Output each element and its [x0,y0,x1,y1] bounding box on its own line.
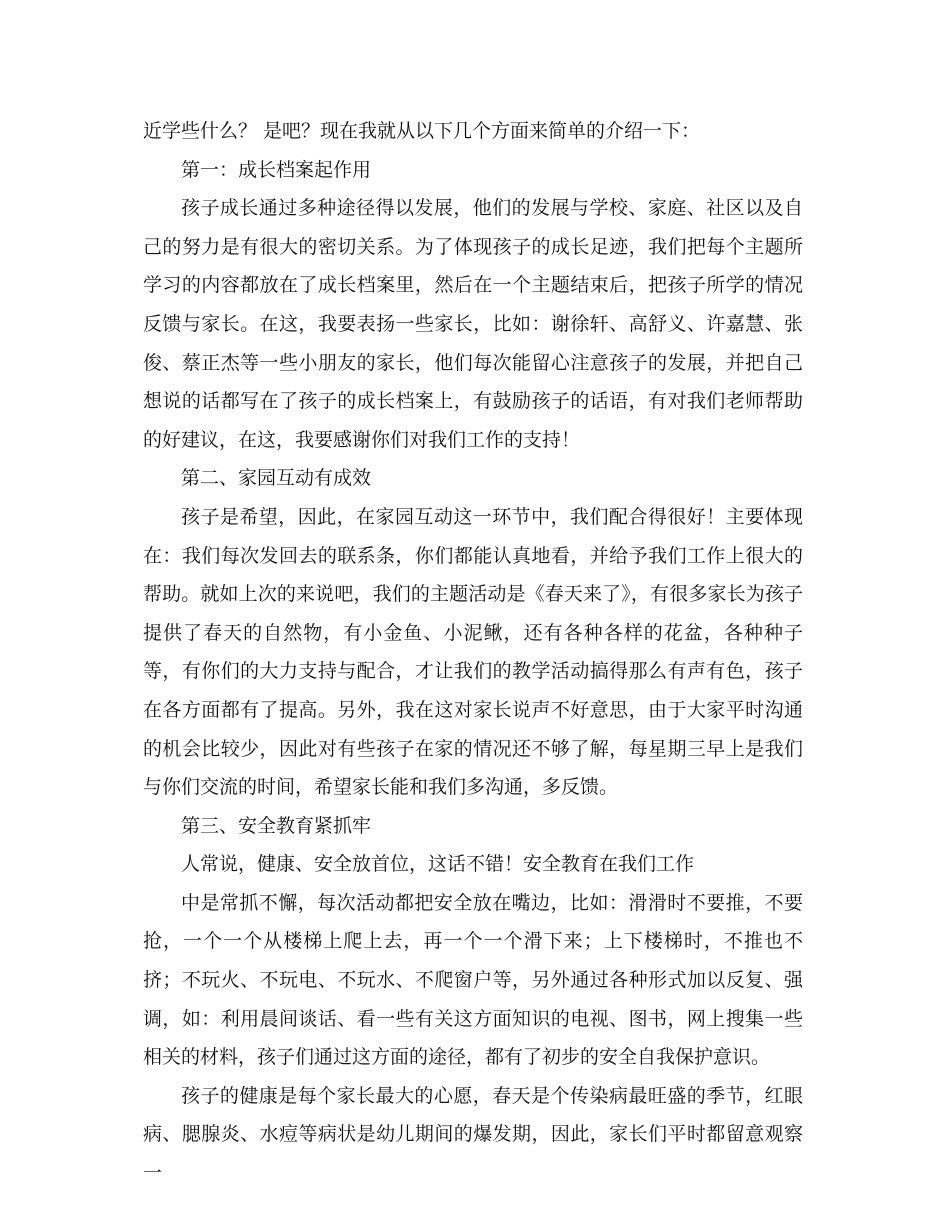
paragraph-safety-intro: 人常说，健康、安全放首位，这话不错！安全教育在我们工作 [181,853,695,876]
paragraph-intro-continuation: 近学些什么？ 是吧？现在我就从以下几个方面来简单的介绍一下： [143,120,701,142]
paragraph-safety-details: 中是常抓不懈，每次活动都把安全放在嘴边，比如：滑滑时不要推，不要抢，一个一个从楼梯上爬上去，再一个一个滑下来；上下楼梯时，不推也不挤；不玩火、不玩电、不玩水、不爬窗户等，另外通过各种形式加以反复、强调，如：利用晨间谈话、看一些有关这方面知识的电视、图书，网上搜集一些相关的材料，孩子们通过这方面的途径，都有了初步的安全自我保护意识。 [143,891,803,1069]
paragraph-home-school-interaction: 孩子是希望，因此，在家园互动这一环节中，我们配合得很好！主要体现在：我们每次发回去的联系条，你们都能认真地看，并给予我们工作上很大的帮助。就如上次的来说吧，我们的主题活动是《春天来了》，有很多家长为孩子提供了春天的自然物，有小金鱼、小泥鳅，还有各种各样的花盆，各种种子等，有你们的大力支持与配合，才让我们的教学活动搞得那么有声有色，孩子在各方面都有了提高。另外，我在这对家长说声不好意思，由于大家平时沟通的机会比较少，因此对有些孩子在家的情况还不够了解，每星期三早上是我们与你们交流的时间，希望家长能和我们多沟通，多反馈。 [143,505,803,799]
section-heading-growth-records: 第一：成长档案起作用 [181,158,372,181]
section-heading-safety-education: 第三、安全教育紧抓牢 [181,814,372,837]
section-heading-home-school-interaction: 第二、家园互动有成效 [181,467,372,490]
paragraph-growth-records: 孩子成长通过多种途径得以发展，他们的发展与学校、家庭、社区以及自己的努力是有很大的密切关系。为了体现孩子的成长足迹，我们把每个主题所学习的内容都放在了成长档案里，然后在一个主题结束后，把孩子所学的情况反馈与家长。在这，我要表扬一些家长，比如：谢徐轩、高舒义、许嘉慧、张俊、蔡正杰等一些小朋友的家长，他们每次能留心注意孩子的发展，并把自己想说的话都写在了孩子的成长档案上，有鼓励孩子的话语，有对我们老师帮助的好建议，在这，我要感谢你们对我们工作的支持！ [143,197,803,451]
paragraph-health: 孩子的健康是每个家长最大的心愿，春天是个传染病最旺盛的季节，红眼病、腮腺炎、水痘等病状是幼儿期间的爆发期，因此，家长们平时都留意观察一 [143,1084,803,1185]
document-body [143,112,803,1193]
